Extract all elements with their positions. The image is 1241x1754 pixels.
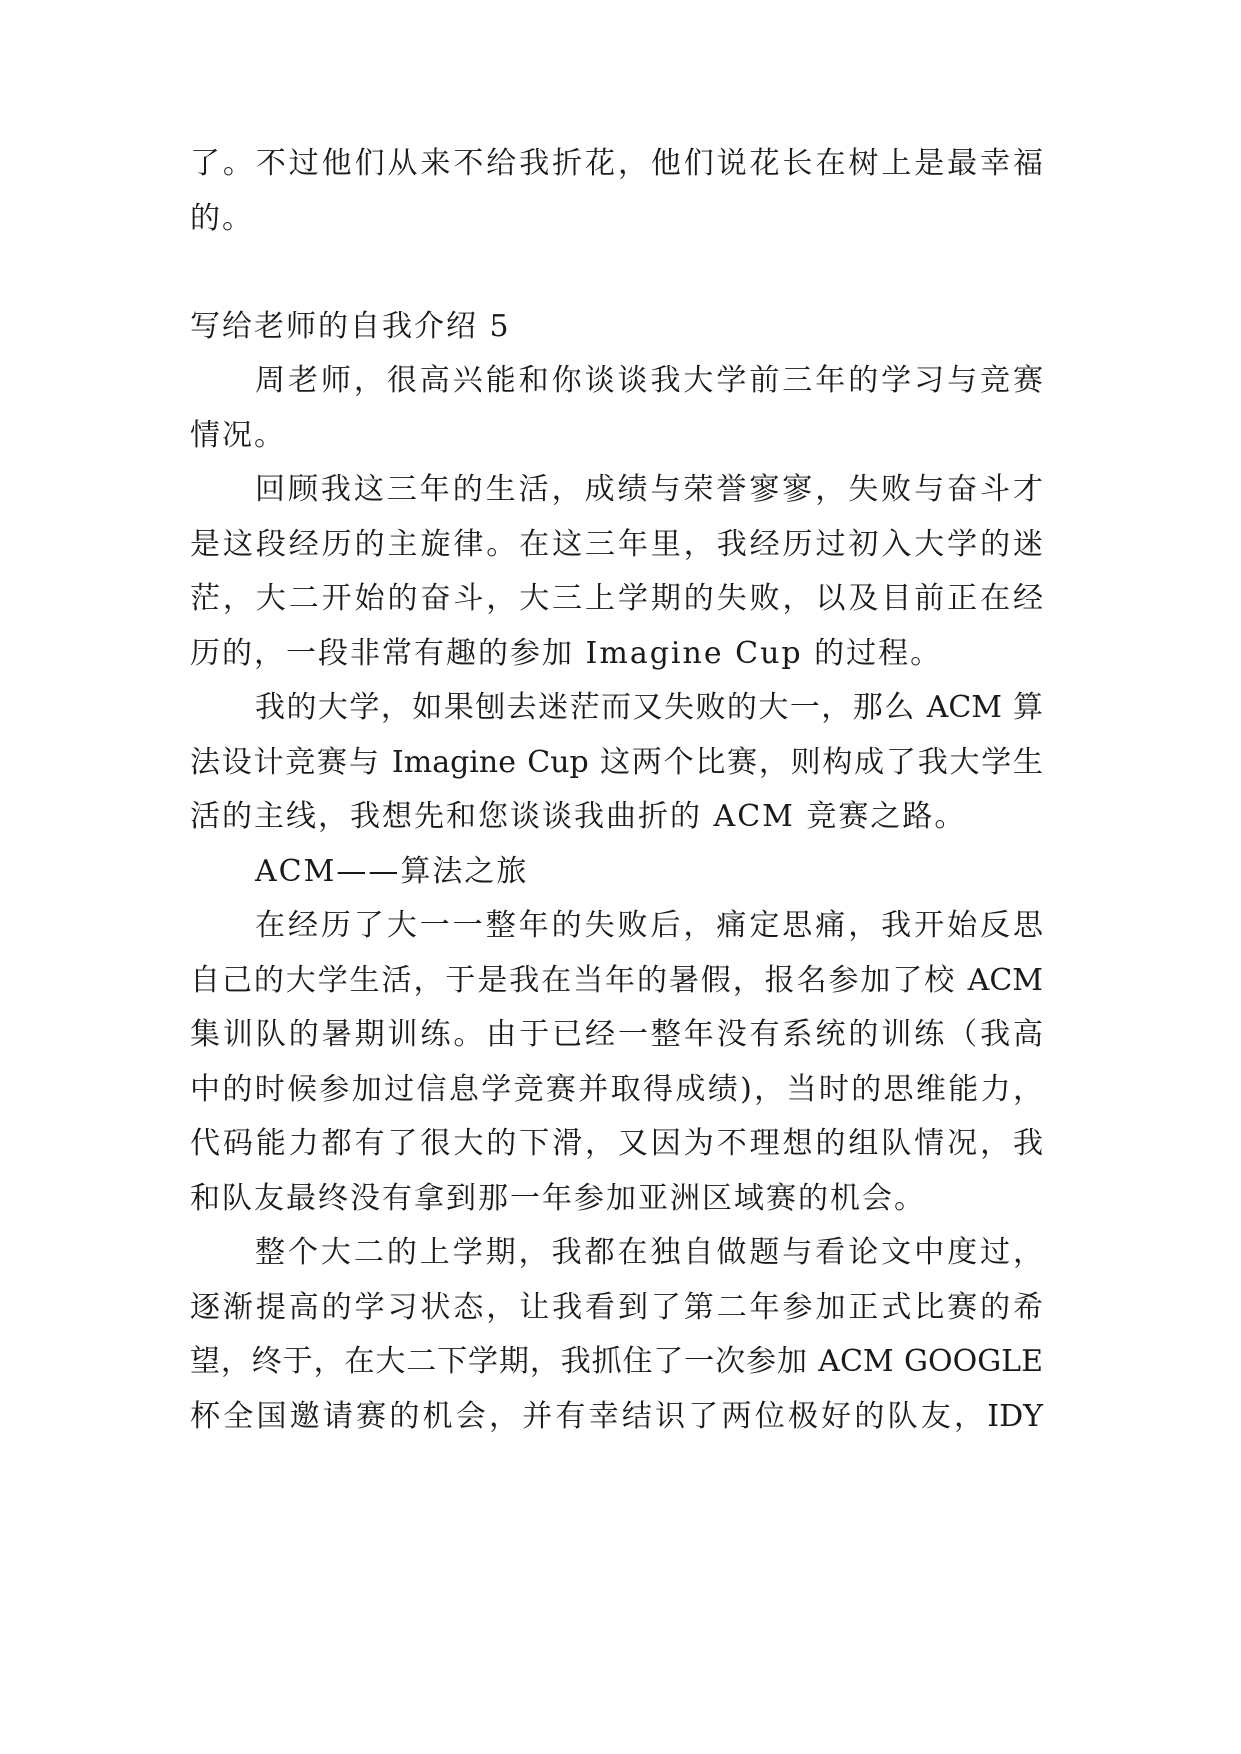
text-line: 整个大二的上学期，我都在独自做题与看论文中度过， <box>255 1235 1043 1270</box>
text-line: 历的，一段非常有趣的参加 Imagine Cup 的过程。 <box>190 636 943 671</box>
text-line: 逐渐提高的学习状态，让我看到了第二年参加正式比赛的希 <box>190 1290 1043 1325</box>
text-line: 杯全国邀请赛的机会，并有幸结识了两位极好的队友，IDY <box>190 1399 1043 1434</box>
text-line: 法设计竞赛与 Imagine Cup 这两个比赛，则构成了我大学生 <box>190 745 1043 780</box>
text-line: 集训队的暑期训练。由于已经一整年没有系统的训练（我高 <box>190 1017 1043 1052</box>
text-line: 代码能力都有了很大的下滑，又因为不理想的组队情况，我 <box>190 1126 1043 1161</box>
text-line: 我的大学，如果刨去迷茫而又失败的大一，那么 ACM 算 <box>255 690 1043 725</box>
text-line: 中的时候参加过信息学竞赛并取得成绩)，当时的思维能力， <box>190 1072 1043 1107</box>
text-line: 自己的大学生活，于是我在当年的暑假，报名参加了校 ACM <box>190 963 1043 998</box>
section-heading: 写给老师的自我介绍 5 <box>190 309 511 344</box>
text-line: 和队友最终没有拿到那一年参加亚洲区域赛的机会。 <box>190 1181 926 1216</box>
text-line: 在经历了大一一整年的失败后，痛定思痛，我开始反思 <box>255 908 1043 943</box>
text-line: 情况。 <box>190 418 286 453</box>
text-line: 茫，大二开始的奋斗，大三上学期的失败，以及目前正在经 <box>190 581 1043 616</box>
text-line: 了。不过他们从来不给我折花，他们说花长在树上是最幸福 <box>190 146 1043 181</box>
text-line: 的。 <box>190 201 254 236</box>
subheading: ACM——算法之旅 <box>255 854 529 889</box>
text-line: 周老师，很高兴能和你谈谈我大学前三年的学习与竞赛 <box>255 363 1043 398</box>
text-line: 活的主线，我想先和您谈谈我曲折的 ACM 竞赛之路。 <box>190 799 967 834</box>
text-line: 回顾我这三年的生活，成绩与荣誉寥寥，失败与奋斗才 <box>255 472 1043 507</box>
text-line: 是这段经历的主旋律。在这三年里，我经历过初入大学的迷 <box>190 527 1043 562</box>
text-line: 望，终于，在大二下学期，我抓住了一次参加 ACM GOOGLE <box>190 1344 1043 1379</box>
